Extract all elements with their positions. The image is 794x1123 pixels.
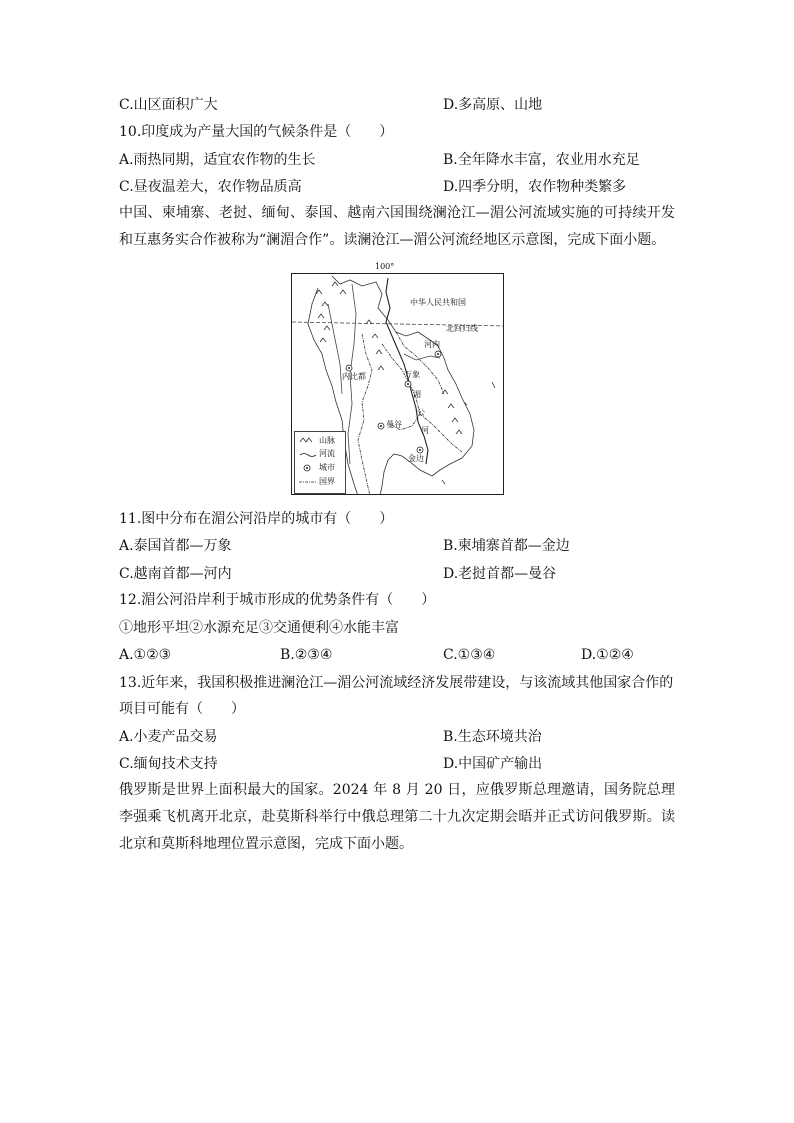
q10-option-a: A.雨热同期，适宜农作物的生长 <box>119 152 316 168</box>
label-hanoi: 河内 <box>424 340 440 349</box>
label-mekong-1: 湄 <box>413 390 421 399</box>
legend-city-label: 城市 <box>319 463 335 472</box>
q13-option-c: C.缅甸技术支持 <box>119 756 218 772</box>
red-river <box>404 354 440 360</box>
mekong-region-map <box>291 273 504 495</box>
q12-option-d: D.①②④ <box>581 647 634 663</box>
legend-river-icon <box>300 454 316 457</box>
legend-mountain-icon <box>300 438 312 442</box>
q12-option-b: B.②③④ <box>280 647 333 663</box>
q11-option-d: D.老挝首都—曼谷 <box>443 566 557 582</box>
q13-option-b: B.生态环境共治 <box>443 729 542 745</box>
legend-mountain-label: 山脉 <box>319 436 335 445</box>
q11-option-b: B.柬埔寨首都—金边 <box>443 538 570 554</box>
q10-stem: 10.印度成为产量大国的气候条件是（ ） <box>119 124 394 140</box>
q13-option-d: D.中国矿产输出 <box>443 756 543 772</box>
label-tropic-of-cancer: 北回归线 <box>446 324 478 333</box>
label-mekong-2: 公 <box>417 408 425 417</box>
q9-option-c: C.山区面积广大 <box>119 97 218 113</box>
thailand-myanmar-border <box>358 334 372 495</box>
china-border <box>332 276 438 346</box>
q13-stem-line2: 项目可能有（ ） <box>119 701 245 717</box>
q11-option-c: C.越南首都—河内 <box>119 566 232 582</box>
legend-river-label: 河流 <box>319 449 335 458</box>
legend-border-label: 国界 <box>319 477 335 486</box>
label-phnompenh: 金边 <box>408 454 424 463</box>
vietnam-coast <box>432 346 474 476</box>
intro-russia: 俄罗斯是世界上面积最大的国家。2024 年 8 月 20 日，应俄罗斯总理邀请，国务院总理李强乘飞机离开北京，赴莫斯科举行中俄总理第二十九次定期会晤并正式访问俄罗斯。读北京和莫斯科地理位置示意图，完成下面小题。 <box>119 782 675 852</box>
map-longitude-100: 100° <box>375 262 395 271</box>
label-naypyidaw: 内比都 <box>342 372 366 381</box>
label-bangkok: 曼谷 <box>386 420 402 429</box>
q12-option-c: C.①③④ <box>443 647 496 663</box>
q10-option-d: D.四季分明，农作物种类繁多 <box>443 179 627 195</box>
q13-stem-line1: 13.近年来，我国积极推进澜沧江—湄公河流域经济发展带建设，与该流域其他国家合作的 <box>119 675 674 691</box>
q10-option-b: B.全年降水丰富，农业用水充足 <box>443 152 640 168</box>
q12-stem: 12.湄公河沿岸利于城市形成的优势条件有（ ） <box>119 592 436 608</box>
label-vientiane: 万象 <box>404 370 420 379</box>
q11-stem: 11.图中分布在湄公河沿岸的城市有（ ） <box>119 511 394 527</box>
map-legend <box>294 431 346 494</box>
q12-option-a: A.①②③ <box>119 647 172 663</box>
label-mekong-3: 河 <box>421 426 429 435</box>
label-china: 中华人民共和国 <box>410 298 466 307</box>
q9-option-d: D.多高原、山地 <box>443 97 543 113</box>
intro-lancang-mekong: 中国、柬埔寨、老挝、缅甸、泰国、越南六国围绕澜沧江—湄公河流域实施的可持续开发和互惠务实合作被称为“澜湄合作”。读澜沧江—湄公河流经地区示意图，完成下面小题。 <box>119 205 675 248</box>
gulf-of-thailand-coast <box>380 454 432 495</box>
q13-option-a: A.小麦产品交易 <box>119 729 218 745</box>
q12-items: ①地形平坦②水源充足③交通便利④水能丰富 <box>119 620 399 636</box>
island-marks <box>442 382 495 484</box>
q10-option-c: C.昼夜温差大，农作物品质高 <box>119 179 302 195</box>
q11-option-a: A.泰国首都—万象 <box>119 538 232 554</box>
